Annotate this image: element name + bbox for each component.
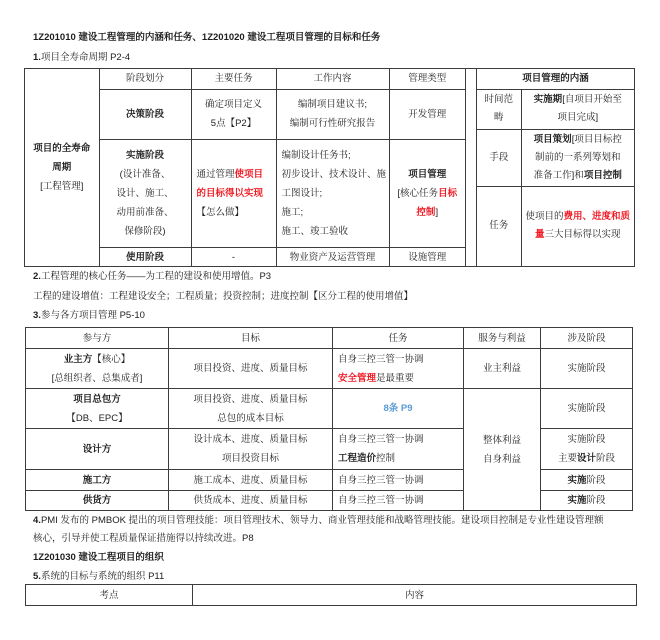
section-title: 项目全寿命周期 P2-4 [40, 52, 131, 63]
cell-line: 项目完成] [557, 112, 599, 123]
mgmt-cell: 开发管理 [389, 89, 465, 139]
connotation-title: 项目管理的内涵 [477, 69, 634, 89]
goal-cell: 施工成本、进度、质量目标 [169, 470, 333, 491]
party-note: 【DB、EPC】 [66, 412, 128, 424]
cell-line: 自身三控三管一协调 [338, 434, 424, 445]
stage-cell [99, 139, 191, 247]
cell-line: 编制设计任务书; [281, 149, 351, 161]
stage-cell: 实施阶段 [541, 389, 633, 429]
cell-line: 自身利益 [482, 453, 521, 465]
cell-line: 项目投资、进度、质量目标 [193, 393, 308, 405]
paragraph-line: PMI 发布的 PMBOK 提出的项目管理技能：项目管理技术、领导力、商业管理技能和战略管理技能。建设项目控制是专业性建设管理额 [40, 515, 604, 526]
goal-cell [169, 389, 333, 429]
cell-line: 施工、竣工验收 [281, 225, 349, 237]
bold-text: 实施期 [533, 94, 563, 105]
row-label: 任务 [477, 186, 521, 266]
cell-line: 初步设计、技术设计、施 [281, 168, 387, 180]
cell-line: 确定项目定义 [204, 99, 262, 110]
section-2-heading [33, 269, 271, 285]
party-cell [26, 349, 169, 389]
bold-text: 设计 [576, 453, 596, 464]
column-header: 任务 [333, 328, 464, 349]
work-cell: 物业资产及运营管理 [276, 247, 389, 267]
cell-text: [核心任务 [397, 187, 439, 199]
task-cell [191, 139, 276, 247]
table-header-row [26, 585, 637, 606]
column-header: 管理类型 [389, 69, 465, 89]
cell-line: 编制可行性研究报告 [289, 118, 376, 129]
gap-divider [465, 69, 466, 266]
section-title: 工程管理的核心任务——为工程的建设和使用增值。P3 [40, 271, 272, 282]
lifecycle-block [24, 68, 635, 267]
section-number: 2. [33, 271, 41, 282]
section-number: 5. [33, 571, 41, 582]
cell-text: 使项目的 [525, 211, 564, 223]
bold-text: 实施 [567, 474, 587, 486]
column-header: 涉及阶段 [541, 328, 633, 349]
cell-text: 准备工作]和 [533, 169, 584, 181]
stage-cell: 使用阶段 [99, 247, 191, 267]
section-5-heading [33, 569, 164, 585]
section-1-heading [33, 50, 130, 66]
party-note: [总组织者、总集成者] [51, 372, 143, 384]
cell-line: 编制项目建议书; [297, 99, 368, 110]
mgmt-cell: 设施管理 [389, 247, 465, 267]
column-header: 内容 [193, 585, 637, 606]
row-content [521, 89, 634, 129]
section-4-paragraph [33, 513, 604, 529]
row-label-line: 项目的全寿命 [33, 143, 91, 155]
lifecycle-table [25, 69, 465, 267]
table-row-owner [26, 349, 633, 389]
table-row-supplier [26, 491, 633, 511]
section-2-detail: 工程的建设增值：工程建设安全；工程质量；投资控制；进度控制【区分工程的使用增值】 [33, 291, 414, 302]
cell-text: 阶段 [596, 453, 616, 464]
stage-cell [541, 429, 633, 470]
column-header: 阶段划分 [99, 69, 191, 89]
participants-table [25, 327, 633, 511]
mgmt-title: 项目管理 [408, 168, 447, 180]
table-header-row [26, 328, 633, 349]
section-title: 系统的目标与系统的组织 P11 [40, 571, 165, 582]
table-row-time [477, 89, 634, 129]
row-content [521, 186, 634, 266]
party-cell: 施工方 [26, 470, 169, 491]
section-4-paragraph-line-2: 核心，引导并使工程质量保证措施得以持续改进。P8 [33, 533, 254, 544]
task-cell: - [191, 247, 276, 267]
cell-line: 施工; [281, 206, 304, 218]
task-cell: 自身三控三管一协调 [333, 470, 464, 491]
work-cell [276, 89, 389, 139]
stage-cell [541, 470, 633, 491]
bold-text: 项目策划 [533, 133, 572, 145]
party-cell: 设计方 [26, 429, 169, 470]
cell-text: 是最重要 [376, 372, 415, 384]
section-3-heading [33, 308, 145, 324]
cell-line: 总包的成本目标 [217, 412, 284, 424]
column-header: 主要任务 [191, 69, 276, 89]
task-cell [191, 89, 276, 139]
section-number: 1. [33, 52, 41, 63]
cell-text: 主要 [557, 453, 577, 464]
task-cell: 8条 P9 [333, 389, 464, 429]
mgmt-cell [389, 139, 465, 247]
row-label-cell [25, 69, 99, 267]
cell-line: 畴 [493, 112, 504, 123]
party-cell [26, 389, 169, 429]
column-header: 服务与利益 [464, 328, 541, 349]
column-header: 目标 [169, 328, 333, 349]
stage-cell: 实施阶段 [541, 349, 633, 389]
cell-text: 阶段 [586, 474, 606, 486]
chapter-heading: 1Z201010 建设工程管理的内涵和任务、1Z201020 建设工程项目管理的目标和任务 [33, 32, 381, 43]
cell-line: 工图设计; [281, 187, 323, 199]
connotation-table [477, 69, 634, 266]
bold-text: 实施 [567, 495, 587, 506]
column-header: 考点 [26, 585, 193, 606]
table-row-general-contractor [26, 389, 633, 429]
party-name: 业主方 [63, 353, 93, 365]
table-row-means [477, 129, 634, 186]
cell-text: [项目目标控 [571, 133, 622, 145]
task-cell [333, 429, 464, 470]
chapter-heading-2: 1Z201030 建设工程项目的组织 [33, 552, 164, 563]
cell-line: 设计成本、进度、质量目标 [193, 434, 308, 445]
column-header: 工作内容 [276, 69, 389, 89]
highlight-text: 目标 [438, 187, 458, 199]
cell-text: 通过管理 [196, 168, 235, 180]
goal-cell [169, 429, 333, 470]
cell-line: 实施阶段 [567, 434, 606, 445]
row-label [477, 89, 521, 129]
cell-text: 阶段 [586, 495, 606, 506]
cell-line: 5点【P2】 [210, 118, 257, 129]
highlight-text: 使项目 [234, 168, 264, 180]
table-row-constructor [26, 470, 633, 491]
section-number: 3. [33, 310, 41, 321]
bold-text: 项目控制 [583, 169, 622, 181]
cell-line: 保修阶段) [124, 225, 166, 237]
cell-text: 控制 [376, 453, 396, 464]
cell-text: 三大目标得以实现 [544, 229, 621, 241]
goal-cell: 项目投资、进度、质量目标 [169, 349, 333, 389]
row-label-line: 周期 [52, 162, 72, 174]
goal-cell: 供货成本、进度、质量目标 [169, 491, 333, 511]
cell-line: 制前的一系列筹划和 [535, 151, 621, 163]
cell-line: 设计、施工、 [116, 187, 174, 199]
highlight-text: 控制 [416, 206, 436, 218]
table-row-mission [477, 186, 634, 266]
cell-line: 整体利益 [482, 434, 521, 446]
cell-line: 自身三控三管一协调 [338, 353, 424, 365]
highlight-text: 安全管理 [338, 372, 377, 384]
cell-line: 时间范 [484, 94, 513, 105]
row-label-note: [工程管理] [40, 181, 84, 193]
column-header: 参与方 [26, 328, 169, 349]
section-number: 4. [33, 515, 41, 526]
cell-text: ] [435, 206, 439, 218]
table-header-row [25, 69, 465, 89]
row-label: 手段 [477, 129, 521, 186]
system-table [25, 584, 637, 606]
task-cell [333, 349, 464, 389]
benefit-cell: 业主利益 [464, 349, 541, 389]
cell-line: (设计准备、 [119, 168, 171, 180]
shared-benefit-cell [464, 389, 541, 511]
row-content [521, 129, 634, 186]
cell-text: [自项目开始至 [562, 94, 622, 105]
cell-line: 动用前准备、 [116, 206, 174, 218]
highlight-text: 量 [534, 229, 545, 241]
highlight-text: 费用、进度和质 [563, 211, 631, 223]
party-cell: 供货方 [26, 491, 169, 511]
stage-cell: 决策阶段 [99, 89, 191, 139]
table-row-designer [26, 429, 633, 470]
stage-cell [541, 491, 633, 511]
cell-line: 项目投资目标 [221, 453, 279, 464]
task-cell: 自身三控三管一协调 [333, 491, 464, 511]
party-tag: 【核心】 [92, 353, 131, 365]
stage-title: 实施阶段 [125, 149, 164, 161]
highlight-text: 的目标得以实现 [196, 187, 264, 199]
section-title: 参与各方项目管理 P5-10 [40, 310, 145, 321]
cell-note: 【怎么做】 [196, 206, 245, 218]
party-name: 项目总包方 [73, 393, 121, 405]
table-header-row [477, 69, 634, 89]
work-cell [276, 139, 389, 247]
bold-text: 工程造价 [338, 453, 377, 464]
